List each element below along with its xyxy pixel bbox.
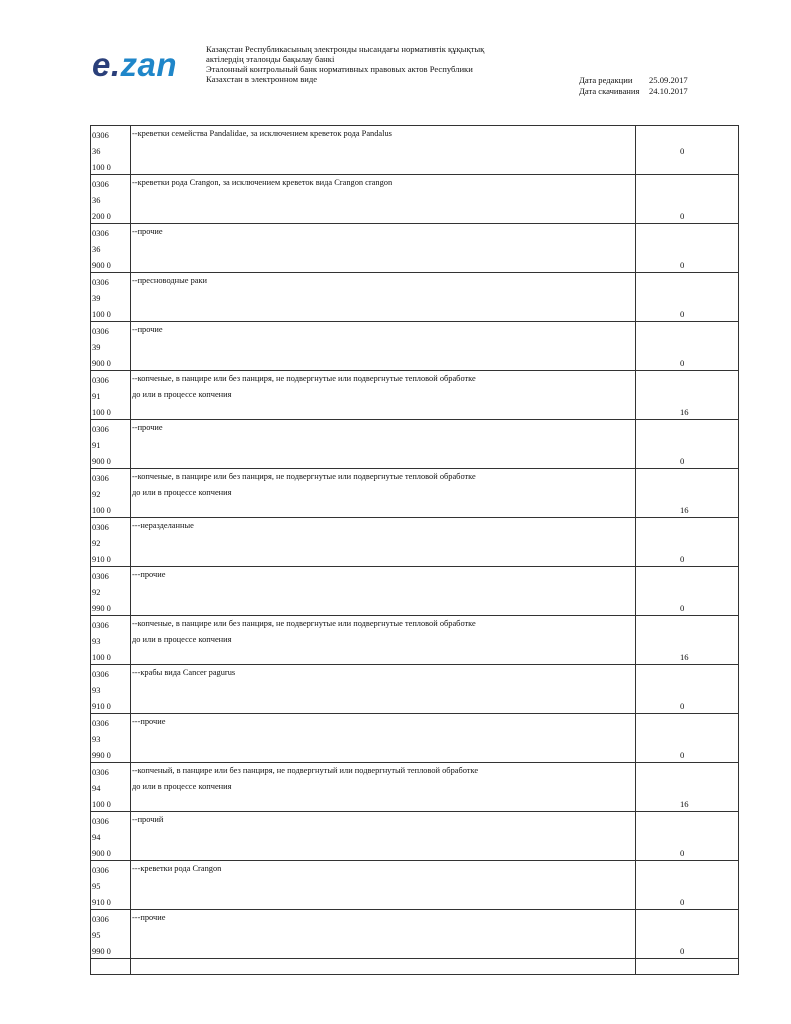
- description-line: --прочие: [132, 227, 163, 236]
- description-line: --прочие: [132, 325, 163, 334]
- code-part: 910 0: [92, 555, 111, 564]
- description-line: --прочие: [132, 423, 163, 432]
- code-part: 100 0: [92, 800, 111, 809]
- header-line: Эталонный контрольный банк нормативных правовых актов Республики: [206, 64, 473, 74]
- rate-value: 0: [680, 211, 685, 221]
- rate-value: 16: [680, 407, 689, 417]
- table-row: [91, 567, 738, 616]
- header-line: актілердің эталонды бақылау банкі: [206, 54, 335, 64]
- description-cell: [131, 518, 636, 566]
- description-cell: [131, 420, 636, 468]
- rate-value: 16: [680, 505, 689, 515]
- code-part: 0306: [92, 131, 109, 140]
- rate-cell: [636, 665, 738, 713]
- download-date-label: Дата скачивания: [579, 86, 640, 96]
- rate-cell: [636, 518, 738, 566]
- code-cell: [91, 665, 131, 713]
- code-part: 100 0: [92, 506, 111, 515]
- code-part: 900 0: [92, 849, 111, 858]
- description-cell: [131, 812, 636, 860]
- ezan-logo: [92, 48, 177, 81]
- code-part: 0306: [92, 327, 109, 336]
- code-part: 91: [92, 392, 101, 401]
- table-row: [91, 616, 738, 665]
- description-line: ---прочие: [132, 717, 166, 726]
- code-part: 990 0: [92, 604, 111, 613]
- rate-value: 0: [680, 260, 685, 270]
- table-row: [91, 910, 738, 959]
- code-part: 100 0: [92, 310, 111, 319]
- code-cell: [91, 763, 131, 811]
- code-part: 92: [92, 588, 101, 597]
- rate-value: 0: [680, 358, 685, 368]
- description-line: --креветки семейства Pandalidae, за исключением креветок рода Pandalus: [132, 129, 392, 138]
- dates-block: [579, 75, 688, 97]
- rate-value: 0: [680, 701, 685, 711]
- code-part: 200 0: [92, 212, 111, 221]
- code-part: 0306: [92, 474, 109, 483]
- code-part: 93: [92, 735, 101, 744]
- code-cell: [91, 224, 131, 272]
- description-cell: [131, 910, 636, 958]
- rate-value: 0: [680, 146, 685, 156]
- table-row: [91, 371, 738, 420]
- code-cell: [91, 420, 131, 468]
- edit-date-label: Дата редакции: [579, 75, 633, 85]
- code-cell: [91, 126, 131, 174]
- rate-value: 0: [680, 750, 685, 760]
- code-cell: [91, 175, 131, 223]
- code-part: 0306: [92, 817, 109, 826]
- rate-value: 0: [680, 897, 685, 907]
- code-cell: [91, 910, 131, 958]
- code-part: 95: [92, 882, 101, 891]
- code-cell: [91, 714, 131, 762]
- description-cell: [131, 371, 636, 419]
- table-row: [91, 518, 738, 567]
- rate-value: 0: [680, 456, 685, 466]
- code-part: 100 0: [92, 408, 111, 417]
- description-line: --копченые, в панцире или без панциря, не подвергнутые или подвергнутые тепловой обработке: [132, 472, 476, 481]
- rate-cell: [636, 763, 738, 811]
- code-part: 0306: [92, 621, 109, 630]
- table-row: [91, 322, 738, 371]
- description-cell: [131, 567, 636, 615]
- code-part: 910 0: [92, 702, 111, 711]
- rate-cell: [636, 371, 738, 419]
- description-cell: [131, 665, 636, 713]
- rate-value: 0: [680, 309, 685, 319]
- rate-value: 16: [680, 799, 689, 809]
- rate-cell: [636, 175, 738, 223]
- code-cell: [91, 616, 131, 664]
- code-part: 0306: [92, 866, 109, 875]
- description-line: ---креветки рода Crangon: [132, 864, 222, 873]
- table-row: [91, 665, 738, 714]
- edit-date-value: 25.09.2017: [649, 75, 688, 85]
- code-cell: [91, 322, 131, 370]
- code-part: 100 0: [92, 653, 111, 662]
- code-part: 39: [92, 294, 101, 303]
- description-cell: [131, 763, 636, 811]
- rate-cell: [636, 420, 738, 468]
- header-line: Казахстан в электронном виде: [206, 74, 318, 84]
- code-part: 0306: [92, 278, 109, 287]
- rate-value: 16: [680, 652, 689, 662]
- rate-cell: [636, 469, 738, 517]
- code-part: 0306: [92, 425, 109, 434]
- code-part: 36: [92, 147, 101, 156]
- code-cell: [91, 861, 131, 909]
- description-line: ---крабы вида Cancer pagurus: [132, 668, 236, 677]
- rate-cell: [636, 567, 738, 615]
- table-row: [91, 273, 738, 322]
- description-line: до или в процессе копчения: [132, 390, 232, 399]
- code-cell: [91, 812, 131, 860]
- description-line: ---прочие: [132, 913, 166, 922]
- table-row: [91, 420, 738, 469]
- description-line: --копченые, в панцире или без панциря, не подвергнутые или подвергнутые тепловой обработке: [132, 619, 476, 628]
- code-part: 0306: [92, 915, 109, 924]
- description-line: --креветки рода Crangon, за исключением креветок вида Crangon crangon: [132, 178, 393, 187]
- code-cell: [91, 273, 131, 321]
- code-part: 0306: [92, 523, 109, 532]
- download-date-row: [579, 86, 688, 97]
- rate-cell: [636, 714, 738, 762]
- code-cell: [91, 567, 131, 615]
- rate-cell: [636, 126, 738, 174]
- table-row-empty: [91, 959, 738, 975]
- download-date-value: 24.10.2017: [649, 86, 688, 96]
- rate-cell: [636, 273, 738, 321]
- rate-cell: [636, 224, 738, 272]
- code-part: 92: [92, 490, 101, 499]
- description-line: --пресноводные раки: [132, 276, 208, 285]
- code-part: 910 0: [92, 898, 111, 907]
- description-line: --копченые, в панцире или без панциря, не подвергнутые или подвергнутые тепловой обработке: [132, 374, 476, 383]
- table-row: [91, 469, 738, 518]
- code-part: 39: [92, 343, 101, 352]
- code-part: 93: [92, 637, 101, 646]
- empty-cell: [636, 959, 738, 974]
- rate-cell: [636, 861, 738, 909]
- table-row: [91, 224, 738, 273]
- code-part: 93: [92, 686, 101, 695]
- header-line: Казақстан Республикасының электронды нысандағы нормативтік құқықтық: [206, 44, 485, 54]
- description-cell: [131, 616, 636, 664]
- description-line: --прочий: [132, 815, 164, 824]
- description-line: до или в процессе копчения: [132, 782, 232, 791]
- description-line: ---прочие: [132, 570, 166, 579]
- code-cell: [91, 518, 131, 566]
- code-part: 0306: [92, 572, 109, 581]
- code-part: 900 0: [92, 261, 111, 270]
- code-part: 900 0: [92, 359, 111, 368]
- rate-value: 0: [680, 554, 685, 564]
- code-part: 0306: [92, 719, 109, 728]
- rate-value: 0: [680, 946, 685, 956]
- logo-e: e.: [92, 46, 121, 83]
- edit-date-row: [579, 75, 688, 86]
- rate-cell: [636, 616, 738, 664]
- description-cell: [131, 224, 636, 272]
- code-part: 36: [92, 196, 101, 205]
- description-cell: [131, 175, 636, 223]
- code-part: 900 0: [92, 457, 111, 466]
- description-line: ---неразделанные: [132, 521, 194, 530]
- code-part: 0306: [92, 180, 109, 189]
- rate-cell: [636, 812, 738, 860]
- table-row: [91, 763, 738, 812]
- logo-zan: zan: [120, 46, 178, 83]
- code-part: 0306: [92, 376, 109, 385]
- code-part: 990 0: [92, 947, 111, 956]
- code-cell: [91, 469, 131, 517]
- empty-cell: [91, 959, 131, 974]
- description-cell: [131, 714, 636, 762]
- code-part: 0306: [92, 229, 109, 238]
- code-part: 100 0: [92, 163, 111, 172]
- description-line: до или в процессе копчения: [132, 488, 232, 497]
- description-line: --копченый, в панцире или без панциря, не подвергнутый или подвергнутый тепловой обработке: [132, 766, 479, 775]
- table-row: [91, 126, 738, 175]
- rate-cell: [636, 910, 738, 958]
- description-cell: [131, 126, 636, 174]
- rate-value: 0: [680, 848, 685, 858]
- description-cell: [131, 469, 636, 517]
- code-part: 94: [92, 833, 101, 842]
- description-cell: [131, 322, 636, 370]
- description-cell: [131, 861, 636, 909]
- rate-cell: [636, 322, 738, 370]
- table-row: [91, 175, 738, 224]
- table-row: [91, 812, 738, 861]
- code-part: 92: [92, 539, 101, 548]
- table-row: [91, 714, 738, 763]
- code-part: 94: [92, 784, 101, 793]
- code-cell: [91, 371, 131, 419]
- description-cell: [131, 273, 636, 321]
- code-part: 0306: [92, 768, 109, 777]
- code-part: 36: [92, 245, 101, 254]
- code-part: 990 0: [92, 751, 111, 760]
- header-text: [206, 44, 556, 84]
- code-part: 0306: [92, 670, 109, 679]
- code-part: 95: [92, 931, 101, 940]
- empty-cell: [131, 959, 636, 974]
- code-part: 91: [92, 441, 101, 450]
- rate-value: 0: [680, 603, 685, 613]
- tariff-table: [90, 125, 739, 975]
- table-row: [91, 861, 738, 910]
- description-line: до или в процессе копчения: [132, 635, 232, 644]
